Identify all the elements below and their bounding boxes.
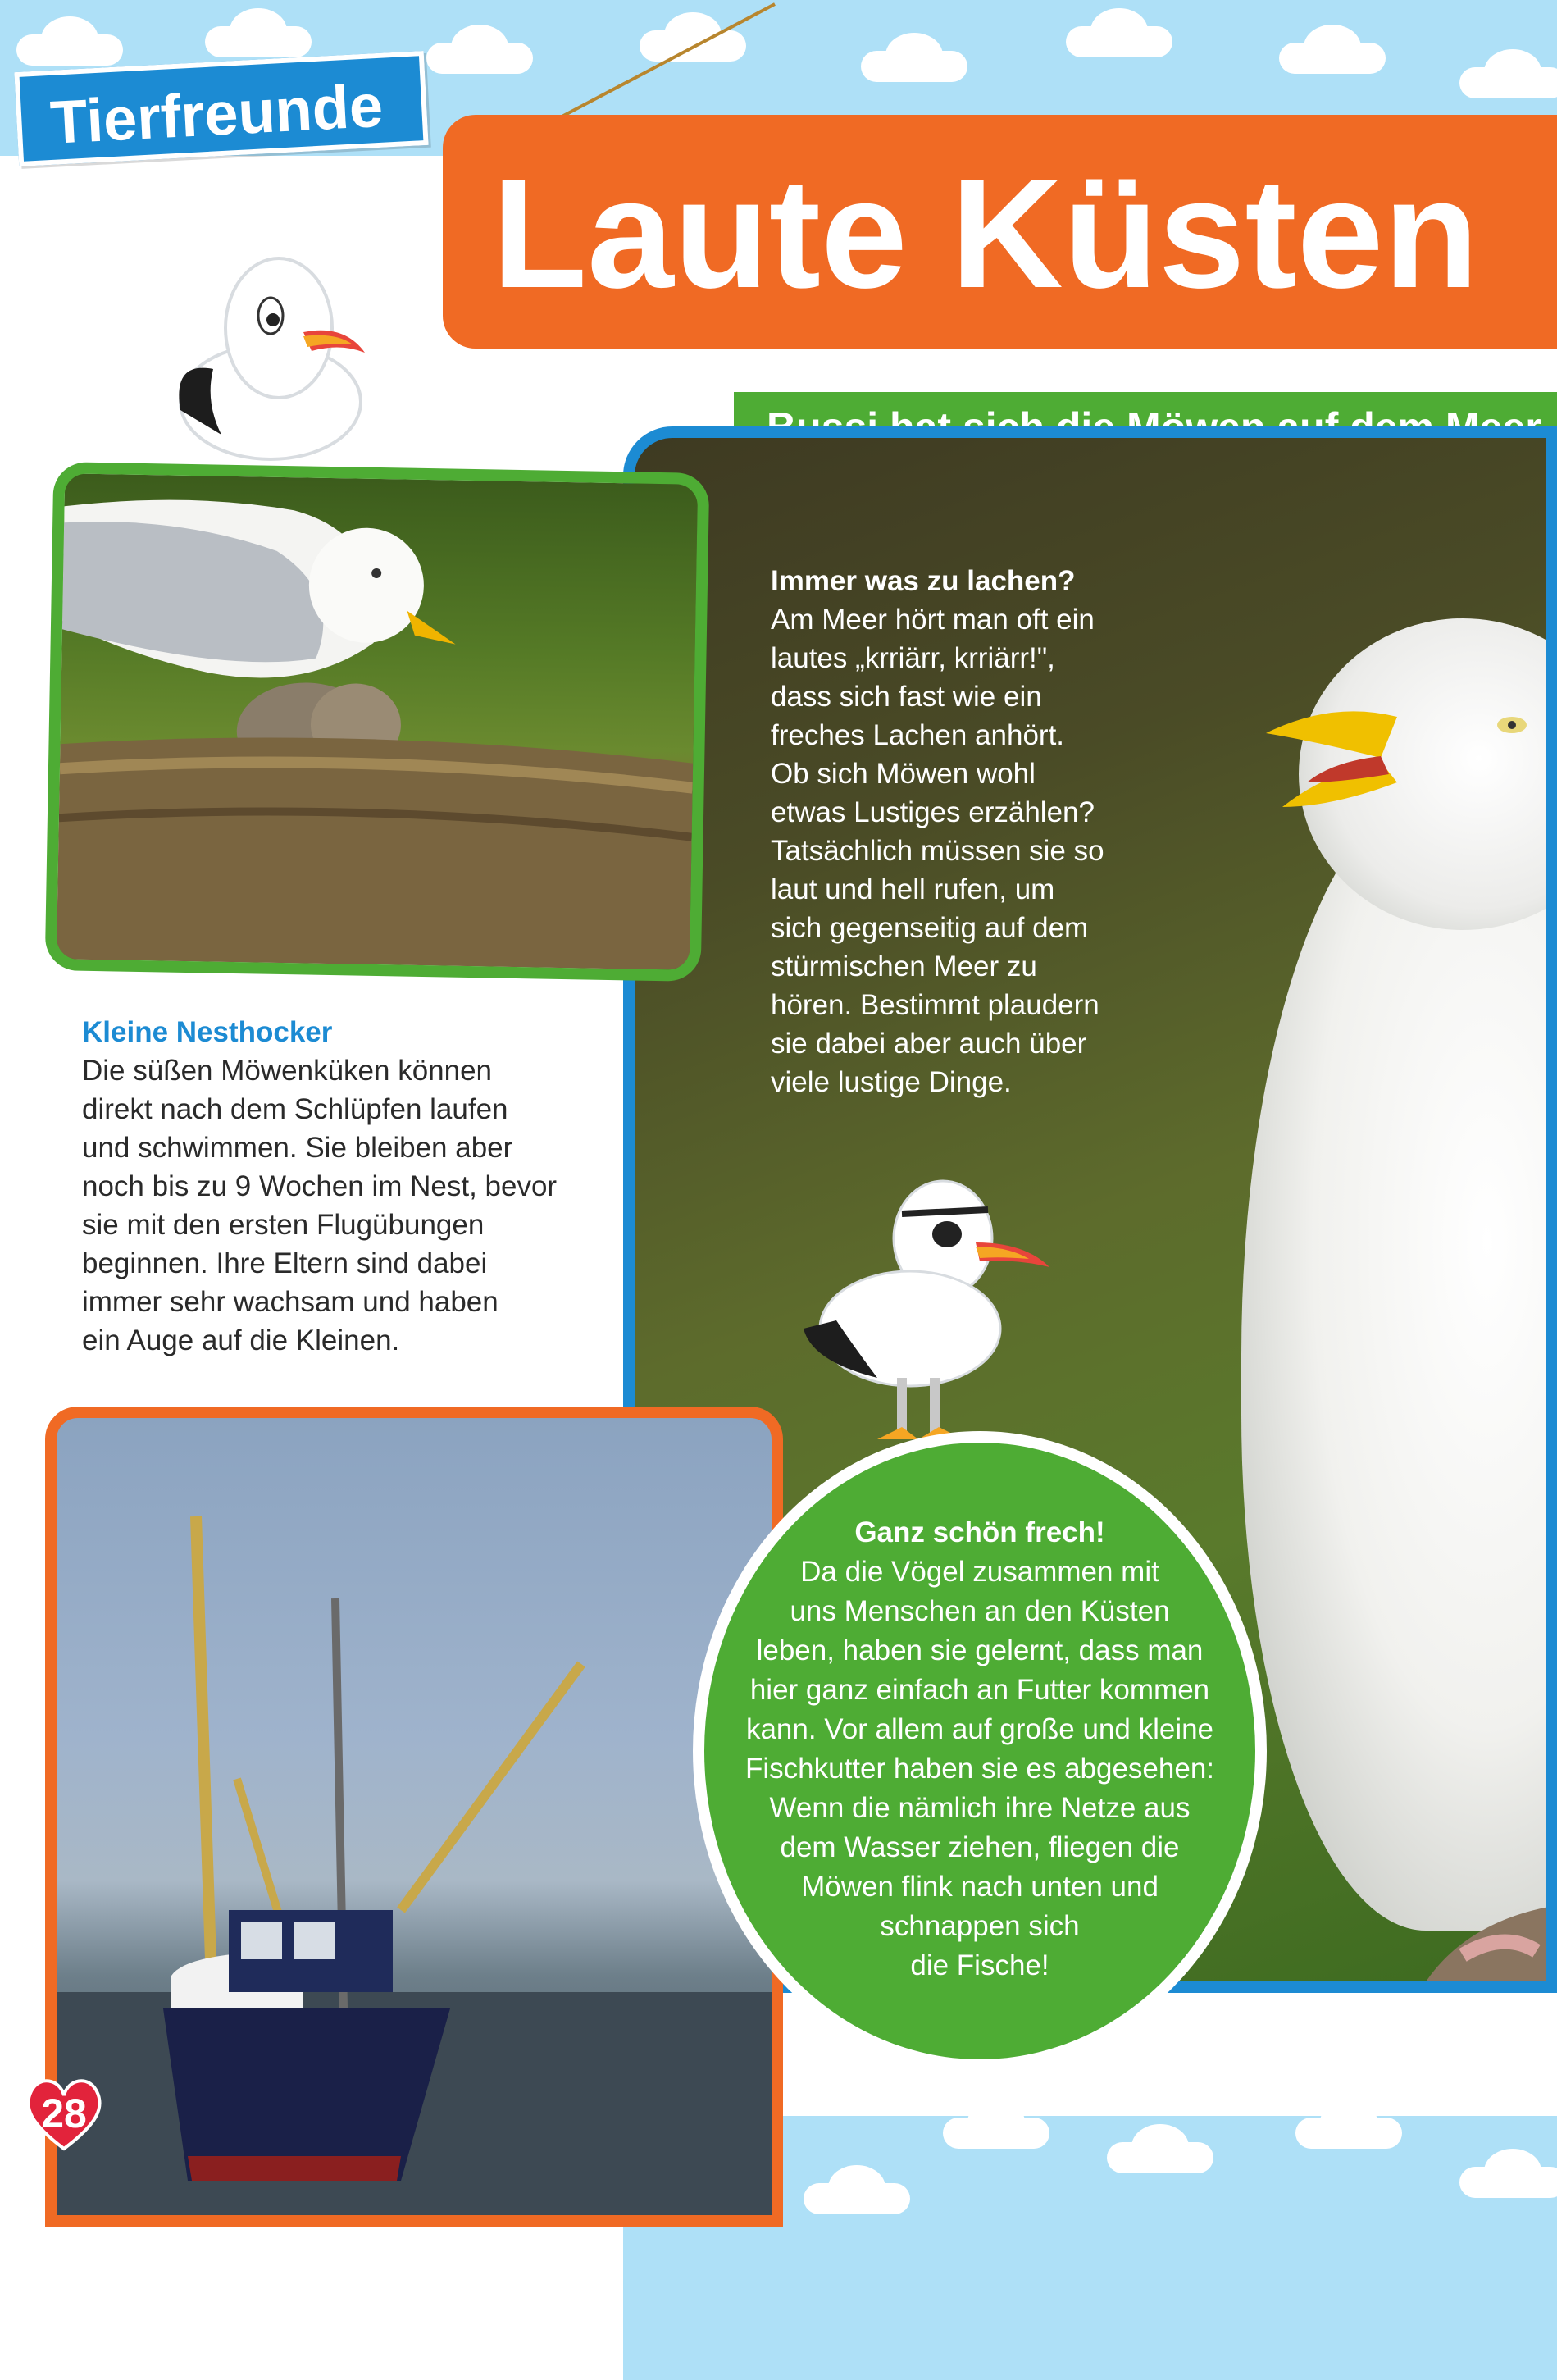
cloud-icon: [205, 8, 312, 57]
gull-beak-icon: [1258, 684, 1405, 848]
fishing-boat-illustration: [57, 1418, 772, 2227]
cloud-icon: [861, 33, 967, 82]
section-tag: Tierfreunde: [14, 51, 428, 166]
cloud-icon: [16, 16, 123, 66]
pirate-gull-mascot-icon: [779, 1165, 1066, 1476]
laughing-body: Am Meer hört man oft ein lautes „krriärr, krriärr!", dass sich fast wie ein freches Lachen anhört. Ob sich Möwen wohl etwas Lustiges erzählen? Tatsächlich müssen sie so laut und hell rufen, um sich gegenseitig auf dem stürmischen Meer zu hören. Bestimmt plaudern sie dabei aber auch über viele lustige Dinge.: [771, 604, 1104, 1098]
cloud-icon: [1459, 49, 1557, 98]
cloud-icon: [1107, 2124, 1213, 2173]
nest-body: Die süßen Möwenküken können direkt nach dem Schlüpfen laufen und schwimmen. Sie bleiben aber noch bis zu 9 Wochen im Nest, bevor sie mit den ersten Flugübungen beginnen. Ihre Eltern sind dabei immer sehr wachsam und haben ein Auge auf die Kleinen.: [82, 1055, 558, 1356]
gull-eye-icon: [1487, 709, 1537, 741]
gull-body-shape: [1241, 782, 1557, 1931]
nest-text-box: [82, 1013, 607, 1360]
gull-with-chicks-illustration: [57, 473, 698, 969]
page-title: Laute Küsten: [492, 147, 1479, 321]
gull-mascot-icon: [156, 246, 385, 476]
cloud-icon: [1279, 25, 1386, 74]
nest-heading: Kleine Nesthocker: [82, 1016, 333, 1048]
cloud-icon: [1459, 2149, 1557, 2198]
page-number: [23, 2075, 105, 2153]
cloud-icon: [804, 2165, 910, 2214]
fishing-boat-photo: [45, 1407, 783, 2227]
cloud-icon: [1066, 8, 1172, 57]
laughing-text-box: [771, 562, 1230, 1101]
nest-photo: [45, 462, 710, 982]
cheeky-text-box: [722, 1513, 1238, 1986]
laughing-heading: Immer was zu lachen?: [771, 565, 1076, 597]
cheeky-body: Da die Vögel zusammen mit uns Menschen an den Küsten leben, haben sie gelernt, dass man hier ganz einfach an Futter kommen kann. Vor allem auf große und kleine Fischkutter haben sie es abgesehen: Wenn die nämlich ihre Netze aus dem Wasser ziehen, fliegen die Möwen flink nach unten und schnappen sich die Fische!: [744, 1556, 1215, 1981]
page-number-label: 28: [41, 2090, 87, 2136]
gull-foot-icon: [1414, 1873, 1557, 1993]
cheeky-heading: Ganz schön frech!: [854, 1516, 1105, 1548]
